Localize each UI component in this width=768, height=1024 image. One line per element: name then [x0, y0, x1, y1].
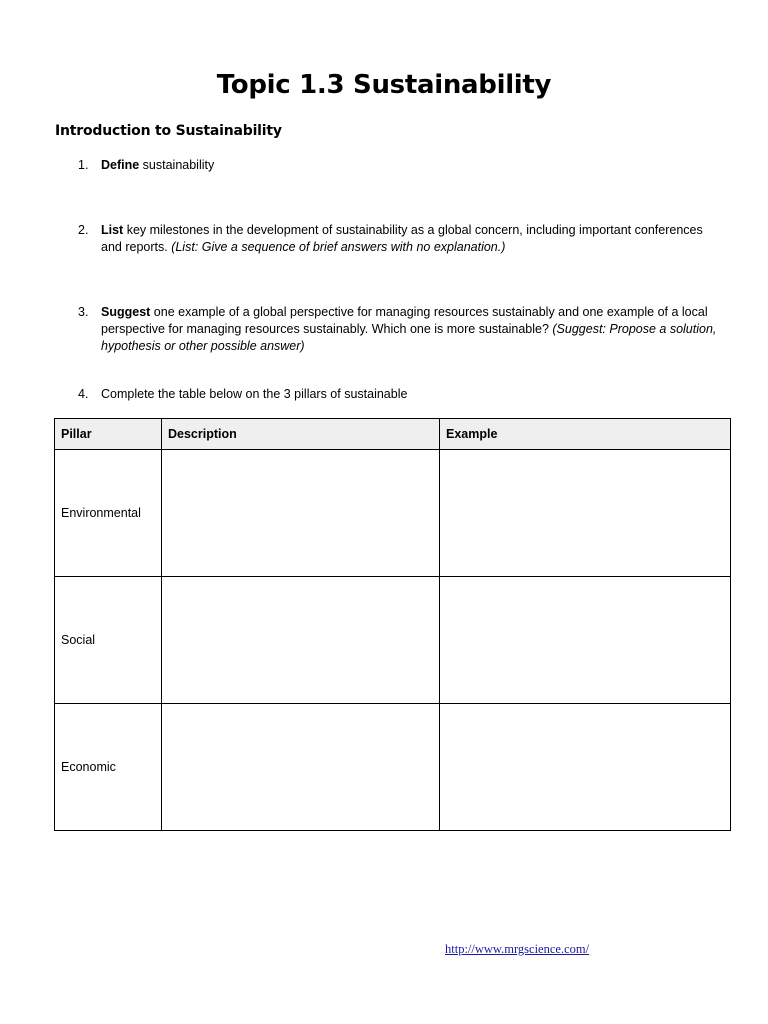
header-example: Example — [440, 419, 731, 450]
pillar-cell: Social — [55, 577, 162, 704]
question-3 — [78, 304, 718, 355]
question-4 — [78, 386, 718, 403]
question-body — [101, 157, 718, 174]
question-1 — [78, 157, 718, 174]
table-row — [55, 704, 731, 831]
table-row — [55, 450, 731, 577]
question-body — [101, 222, 718, 256]
footer-link[interactable]: http://www.mrgscience.com/ — [445, 942, 590, 956]
question-body — [101, 304, 718, 355]
question-number: 3. — [78, 305, 89, 319]
question-number: 2. — [78, 223, 89, 237]
question-number: 1. — [78, 158, 89, 172]
description-cell[interactable] — [162, 450, 440, 577]
question-text: Complete the table below on the 3 pillars of sustainable — [101, 387, 408, 401]
question-text: sustainability — [139, 158, 215, 172]
page-title: Topic 1.3 Sustainability — [216, 70, 552, 100]
question-text: key milestones in the development of sustainability as a global concern, including important conferences and reports. — [101, 223, 703, 254]
pillar-cell: Environmental — [55, 450, 162, 577]
table-header-row — [55, 419, 731, 450]
table-row — [55, 577, 731, 704]
question-body — [101, 386, 718, 403]
description-cell[interactable] — [162, 577, 440, 704]
command-note: (List: Give a sequence of brief answers with no explanation.) — [171, 240, 506, 254]
question-number: 4. — [78, 387, 89, 401]
header-description: Description — [162, 419, 440, 450]
example-cell[interactable] — [440, 577, 731, 704]
pillars-table — [54, 418, 731, 831]
pillar-cell: Economic — [55, 704, 162, 831]
header-pillar: Pillar — [55, 419, 162, 450]
description-cell[interactable] — [162, 704, 440, 831]
example-cell[interactable] — [440, 704, 731, 831]
question-2 — [78, 222, 718, 256]
example-cell[interactable] — [440, 450, 731, 577]
section-heading: Introduction to Sustainability — [55, 123, 282, 139]
command-note: (Suggest: Propose a solution, hypothesis or other possible answer) — [101, 322, 717, 353]
command-term: Define — [101, 158, 140, 172]
question-text: one example of a global perspective for managing resources sustainably and one example of a local perspective for managing resources sustainably. Which one is more sustainable? — [101, 305, 708, 336]
command-term: List — [101, 223, 124, 237]
command-term: Suggest — [101, 305, 151, 319]
